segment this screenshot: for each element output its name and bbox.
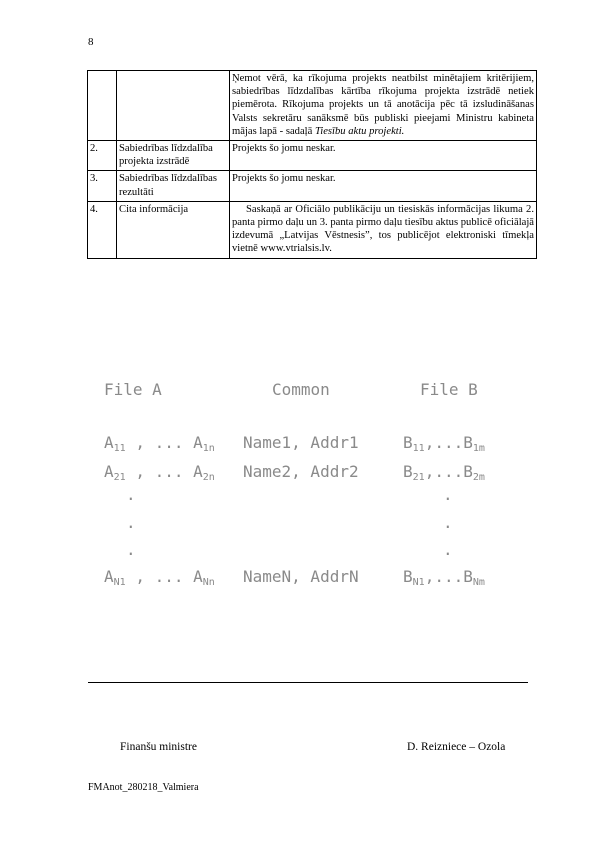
ellipsis-dot: . [126,540,136,559]
row-text-italic: Tiesību aktu projekti. [314,125,405,137]
row-number: 2. [88,141,117,171]
horizontal-rule [88,682,528,683]
ellipsis-dot: . [443,513,453,532]
page-number: 8 [88,36,94,48]
row-label [117,71,230,141]
row-text [230,71,537,141]
common-row-1: Name1, Addr1 [243,433,359,452]
file-a-row-2: $A_{21}$ , ... $A_{2n}$ [104,462,215,483]
table-row [88,141,537,171]
table-row [88,171,537,201]
file-merge-figure [88,302,532,682]
row-number: 4. [88,201,117,258]
file-a-row-1: $A_{11}$ , ... $A_{1n}$ [104,433,215,454]
row-text: Projekts šo jomu neskar. [230,141,537,171]
row-text: Projekts šo jomu neskar. [230,171,537,201]
header-file-b: File B [420,380,478,399]
signature-name: D. Reizniece – Ozola [407,741,506,753]
signature-title: Finanšu ministre [120,741,197,753]
file-a-row-n: $A_{N1}$ , ... $A_{Nn}$ [104,567,215,588]
ellipsis-dot: . [126,485,136,504]
file-b-row-n: $B_{N1},...B_{Nm}$ [403,567,485,588]
table-row [88,201,537,258]
row-label: Sabiedrības līdzdalības rezultāti [117,171,230,201]
table-row [88,71,537,141]
header-common: Common [272,380,330,399]
row-text: Saskaņā ar Oficiālo publikāciju un tiesiskās informācijas likuma 2. panta pirmo daļu un 3. panta pirmo daļu tiesību aktus publicē oficiālajā izdevumā „Latvijas Vēstnesis”, tos publicējot elektroniski tīmekļa vietnē www.vtrialsis.lv. [230,201,537,258]
ellipsis-dot: . [443,540,453,559]
row-number [88,71,117,141]
annotation-table [87,70,537,259]
row-label: Sabiedrības līdzdalība projekta izstrādē [117,141,230,171]
common-row-2: Name2, Addr2 [243,462,359,481]
common-row-n: NameN, AddrN [243,567,359,586]
header-file-a: File A [104,380,162,399]
row-number: 3. [88,171,117,201]
footer-file-id: FMAnot_280218_Valmiera [88,782,199,793]
row-label: Cita informācija [117,201,230,258]
file-b-row-1: $B_{11},...B_{1m}$ [403,433,485,454]
file-b-row-2: $B_{21},...B_{2m}$ [403,462,485,483]
ellipsis-dot: . [443,485,453,504]
row-text-body: Ņemot vērā, ka rīkojuma projekts neatbilst minētajiem kritērijiem, sabiedrības līdzdalības kārtība rīkojuma projekta izstrādē netiek piemērota. Rīkojuma projekts un tā anotācija pēc tā izsludināšanas Valsts sekretāru sanāksmē būs publiski pieejami Ministru kabineta mājas lapā - sadaļā [232,73,534,137]
ellipsis-dot: . [126,513,136,532]
